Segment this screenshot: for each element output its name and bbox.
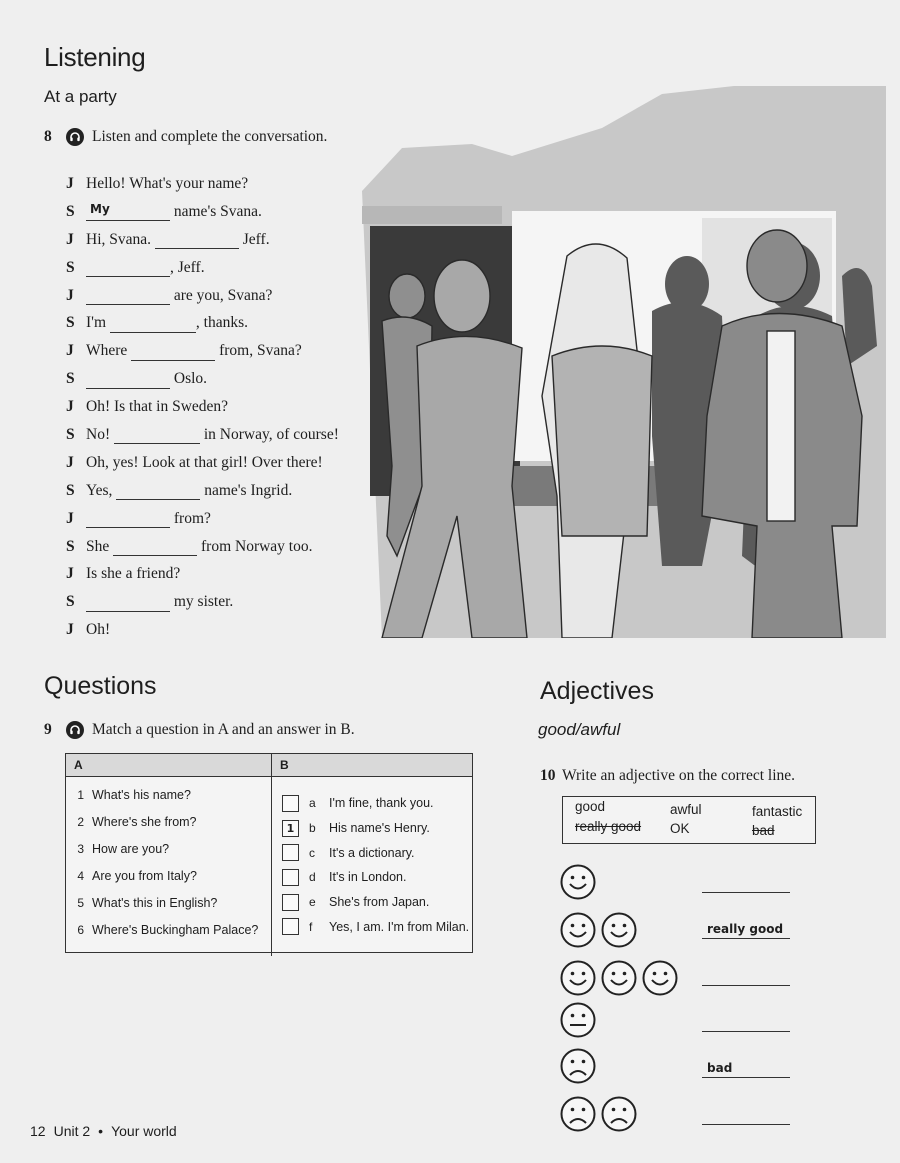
- exercise-9-heading: [44, 721, 355, 739]
- exercise-number: 10: [540, 767, 556, 784]
- line-text: Hi, Svana.: [86, 230, 155, 248]
- smiley-neutral-icon: [560, 1002, 596, 1038]
- exercise-10-heading: [540, 767, 795, 785]
- speaker-label: J: [66, 453, 74, 471]
- dialog-line: [66, 226, 366, 254]
- answer-checkbox[interactable]: [282, 894, 299, 911]
- answer-row: [272, 890, 472, 915]
- smiley-sad-icon: [601, 1096, 637, 1132]
- answer-gap[interactable]: [131, 346, 215, 361]
- question-number: 1: [77, 787, 84, 802]
- word-box-item: OK: [670, 821, 690, 836]
- party-illustration: [362, 86, 886, 638]
- exercise-instruction: Listen and complete the conversation.: [92, 128, 328, 145]
- column-a: [66, 777, 272, 956]
- word-box-item-crossed: really good: [575, 819, 642, 834]
- exercise-number: 8: [44, 128, 52, 145]
- question-text: Are you from Italy?: [92, 868, 197, 883]
- question-number: 4: [77, 868, 84, 883]
- word-box-item-crossed: bad: [752, 823, 775, 838]
- speaker-label: J: [66, 174, 74, 192]
- speaker-label: J: [66, 621, 74, 639]
- answer-line[interactable]: [702, 985, 790, 986]
- dialog-line: [66, 616, 366, 644]
- question-number: 5: [77, 895, 84, 910]
- answer-line[interactable]: [702, 1031, 790, 1032]
- question-text: What's this in English?: [92, 895, 218, 910]
- footer-bullet: •: [98, 1123, 104, 1139]
- headphones-icon: [66, 721, 84, 739]
- dialog-line: [66, 198, 366, 226]
- matching-table: [65, 753, 473, 953]
- section-subtitle-adjectives: good/awful: [538, 720, 621, 739]
- line-text: Where: [86, 342, 132, 360]
- line-text: Oh!: [86, 621, 111, 639]
- footer-unit: Unit 2: [53, 1123, 91, 1139]
- question-text: Where's Buckingham Palace?: [92, 922, 259, 937]
- handwritten-answer: really good: [707, 922, 784, 936]
- line-text: Yes,: [86, 481, 117, 499]
- answer-text: It's a dictionary.: [329, 845, 415, 860]
- line-text: Hello! What's your name?: [86, 174, 249, 192]
- line-text: , Jeff.: [170, 258, 205, 276]
- smiley-happy-icon: [560, 912, 596, 948]
- dialog-line: [66, 282, 366, 310]
- smiley-sad-icon: [560, 1096, 596, 1132]
- smiley-happy-icon: [560, 864, 596, 900]
- line-text: She: [86, 537, 114, 555]
- answer-checkbox[interactable]: [282, 844, 299, 861]
- line-text: from?: [170, 509, 211, 527]
- line-text: , thanks.: [195, 314, 248, 332]
- answer-line[interactable]: [702, 938, 790, 939]
- dialog-line: [66, 337, 366, 365]
- smiley-sad-icon: [560, 1048, 596, 1084]
- dialog-line: [66, 393, 366, 421]
- answer-letter: e: [309, 895, 316, 910]
- answer-gap[interactable]: [86, 202, 170, 221]
- answer-letter: b: [309, 821, 316, 836]
- exercise-instruction: Match a question in A and an answer in B.: [92, 721, 355, 738]
- table-header: [66, 754, 472, 777]
- column-b-header: B: [280, 758, 289, 772]
- line-text: No!: [86, 425, 114, 443]
- speaker-label: S: [66, 425, 75, 443]
- question-row: [66, 808, 271, 835]
- section-title-questions: Questions: [44, 672, 157, 700]
- speaker-label: J: [66, 342, 74, 360]
- line-text: from, Svana?: [215, 342, 302, 360]
- question-number: 6: [77, 922, 84, 937]
- answer-letter: c: [309, 845, 315, 860]
- dialog-line: [66, 421, 366, 449]
- answer-line[interactable]: [702, 1077, 790, 1078]
- line-text: Jeff.: [238, 230, 270, 248]
- word-box-item: fantastic: [752, 804, 803, 819]
- section-title-adjectives: Adjectives: [540, 677, 654, 705]
- speaker-label: S: [66, 314, 75, 332]
- question-row: [66, 916, 271, 943]
- answer-gap[interactable]: [114, 429, 200, 444]
- line-text: are you, Svana?: [170, 286, 273, 304]
- question-row: [66, 862, 271, 889]
- smiley-happy-icon: [642, 960, 678, 996]
- smiley-happy-icon: [601, 960, 637, 996]
- answer-checkbox[interactable]: [282, 918, 299, 935]
- dialog-line: [66, 477, 366, 505]
- line-text: Oslo.: [170, 370, 208, 388]
- line-text: Oh, yes! Look at that girl! Over there!: [86, 453, 323, 471]
- speaker-label: S: [66, 593, 75, 611]
- dialog-line: [66, 449, 366, 477]
- line-text: my sister.: [170, 593, 234, 611]
- line-text: Is she a friend?: [86, 565, 181, 583]
- line-text: in Norway, of course!: [199, 425, 339, 443]
- answer-checkbox[interactable]: [282, 869, 299, 886]
- answer-checkbox[interactable]: 1: [282, 820, 299, 837]
- question-text: How are you?: [92, 841, 170, 856]
- exercise-8-heading: [44, 128, 327, 146]
- answer-text: She's from Japan.: [329, 895, 430, 910]
- dialog-line: [66, 365, 366, 393]
- conversation: [66, 170, 366, 644]
- answer-line[interactable]: [702, 1124, 790, 1125]
- question-row: [66, 889, 271, 916]
- word-box: [562, 796, 816, 844]
- dialog-line: [66, 560, 366, 588]
- section-title-listening: Listening: [44, 42, 146, 72]
- answer-gap[interactable]: [155, 234, 239, 249]
- dialog-line: [66, 254, 366, 282]
- answer-gap[interactable]: [113, 541, 197, 556]
- answer-row: [272, 865, 472, 890]
- speaker-label: J: [66, 286, 74, 304]
- exercise-number: 9: [44, 721, 52, 738]
- page-number: 12: [30, 1123, 46, 1139]
- answer-row: [272, 840, 472, 865]
- line-text: name's Svana.: [170, 202, 262, 220]
- speaker-label: J: [66, 565, 74, 583]
- answer-letter: d: [309, 870, 316, 885]
- speaker-label: J: [66, 398, 74, 416]
- answer-text: It's in London.: [329, 870, 407, 885]
- answer-text: Yes, I am. I'm from Milan.: [329, 919, 470, 934]
- word-box-item: good: [575, 799, 606, 814]
- line-text: from Norway too.: [197, 537, 313, 555]
- question-text: Where's she from?: [92, 814, 197, 829]
- answer-gap[interactable]: [116, 485, 200, 500]
- answer-checkbox[interactable]: [282, 795, 299, 812]
- question-number: 3: [77, 841, 84, 856]
- speaker-label: J: [66, 230, 74, 248]
- line-text: Oh! Is that in Sweden?: [86, 398, 229, 416]
- speaker-label: J: [66, 509, 74, 527]
- dialog-line: [66, 533, 366, 561]
- answer-gap[interactable]: [86, 262, 170, 277]
- question-number: 2: [77, 814, 84, 829]
- answer-gap[interactable]: [110, 318, 196, 333]
- section-subtitle-party: At a party: [44, 87, 117, 106]
- dialog-line: [66, 588, 366, 616]
- smiley-happy-icon: [601, 912, 637, 948]
- dialog-line: [66, 505, 366, 533]
- dialog-line: [66, 170, 366, 198]
- answer-letter: f: [309, 919, 313, 934]
- exercise-instruction: Write an adjective on the correct line.: [562, 767, 796, 784]
- question-row: [66, 835, 271, 862]
- answer-letter: a: [309, 796, 316, 811]
- answer-gap[interactable]: [86, 374, 170, 389]
- footer-section: Your world: [111, 1123, 177, 1139]
- speaker-label: S: [66, 370, 75, 388]
- smiley-happy-icon: [560, 960, 596, 996]
- column-a-header: A: [66, 754, 272, 776]
- speaker-label: S: [66, 481, 75, 499]
- answer-row: [272, 791, 472, 816]
- answer-text: I'm fine, thank you.: [329, 796, 434, 811]
- handwritten-answer: bad: [707, 1061, 733, 1075]
- line-text: name's Ingrid.: [200, 481, 293, 499]
- answer-gap[interactable]: [86, 290, 170, 305]
- headphones-icon: [66, 128, 84, 146]
- answer-row: [272, 914, 472, 939]
- answer-text: His name's Henry.: [329, 821, 430, 836]
- line-text: I'm: [86, 314, 110, 332]
- answer-row: [272, 816, 472, 841]
- speaker-label: S: [66, 202, 75, 220]
- speaker-label: S: [66, 258, 75, 276]
- column-b: [272, 777, 472, 966]
- page-footer: [30, 1123, 177, 1139]
- answer-line[interactable]: [702, 892, 790, 893]
- answer-gap[interactable]: [86, 513, 170, 528]
- answer-gap[interactable]: [86, 597, 170, 612]
- question-row: [66, 781, 271, 808]
- word-box-item: awful: [670, 802, 702, 817]
- speaker-label: S: [66, 537, 75, 555]
- handwritten-answer: My: [90, 202, 110, 217]
- question-text: What's his name?: [92, 787, 191, 802]
- dialog-line: [66, 309, 366, 337]
